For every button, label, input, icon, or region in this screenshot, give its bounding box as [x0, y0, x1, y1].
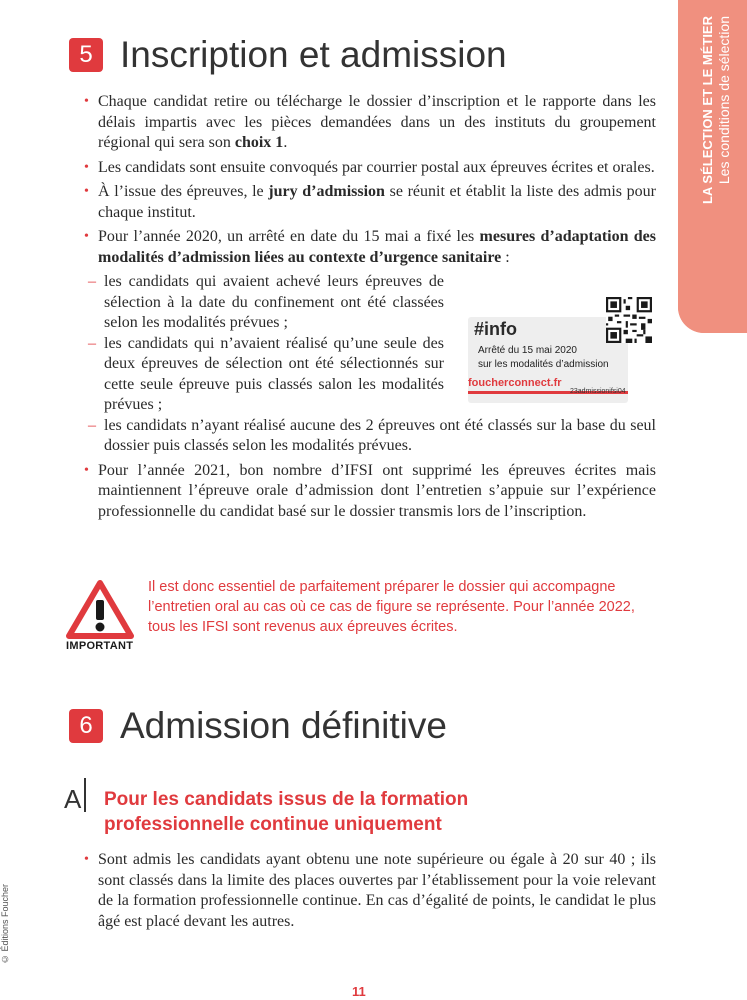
warning-icon	[66, 580, 134, 640]
side-tab-category: LA SÉLECTION ET LE MÉTIER	[700, 16, 715, 205]
info-link[interactable]: foucherconnect.fr	[468, 375, 628, 394]
info-tag: #info	[474, 319, 517, 339]
important-label: IMPORTANT	[66, 640, 134, 652]
section-6-number: 6	[69, 709, 103, 743]
sub-list-item: – les candidats qui avaient achevé leurs épreuves de sélection à la date du confinement ont été classées selon les modalités prévues ;	[88, 272, 444, 334]
side-tab-subcategory: Les conditions de sélection	[716, 16, 732, 185]
list-item: • Chaque candidat retire ou télécharge le dossier d’inscription et le rapporte dans les délais impartis avec les pièces demandées dans un des instituts du groupement régional qui sera son choix 1.	[84, 92, 656, 154]
sub-list-item: – les candidats qui n’avaient réalisé qu’une seule des deux épreuves de sélection ont été sélectionnés sur cette seule épreuve puis classés salon les modalités prévues ;	[88, 334, 444, 416]
info-code: 23admissionifsi04	[570, 388, 626, 395]
qr-code-icon[interactable]	[606, 297, 652, 343]
section-5-number: 5	[69, 38, 103, 72]
subsection-title: Pour les candidats issus de la formation professionnelle continue uniquement	[104, 789, 469, 835]
subsection-letter: A	[64, 784, 82, 814]
section-5-title: Inscription et admission	[120, 34, 507, 75]
important-text: Il est donc essentiel de parfaitement préparer le dossier qui accompagne l’entretien oral au cas où ce cas de figure se représente. Pour l’année 2022, tous les IFSI sont revenus aux épreuves écrites.	[148, 579, 635, 635]
section-6-bullets	[84, 850, 656, 936]
list-item: • À l’issue des épreuves, le jury d’admission se réunit et établit la liste des admis pour chaque institut.	[84, 182, 656, 223]
list-item: • Pour l’année 2021, bon nombre d’IFSI ont supprimé les épreuves écrites mais maintiennent l’épreuve orale d’admission dont l’entretien s’appuie sur l’expérience professionnelle du candidat basé sur le dossier transmis lors de l’inscription.	[84, 461, 656, 523]
sub-list-item: – les candidats n’ayant réalisé aucune des 2 épreuves ont été classés sur la base du seul dossier puis classés selon les modalités prévues.	[88, 416, 656, 457]
page-number: 11	[352, 984, 366, 999]
info-description: Arrêté du 15 mai 2020 sur les modalités d’admission	[478, 345, 609, 370]
list-item: • Les candidats sont ensuite convoqués par courrier postal aux épreuves écrites et orales.	[84, 158, 656, 179]
subsection-divider	[84, 778, 86, 812]
copyright: © Éditions Foucher	[0, 883, 10, 964]
list-item: • Sont admis les candidats ayant obtenu une note supérieure ou égale à 20 sur 40 ; ils sont classés dans la limite des places ouvertes par l’établissement pour la voie relevant de la formation professionnelle continue. En cas d’égalité de points, le candidat le plus âgé est placé devant les autres.	[84, 850, 656, 932]
section-5-bullets	[84, 92, 656, 526]
list-item: • Pour l’année 2020, un arrêté en date du 15 mai a fixé les mesures d’adaptation des modalités d’admission liées au contexte d’urgence sanitaire :	[84, 227, 656, 268]
section-6-title: Admission définitive	[120, 705, 447, 746]
